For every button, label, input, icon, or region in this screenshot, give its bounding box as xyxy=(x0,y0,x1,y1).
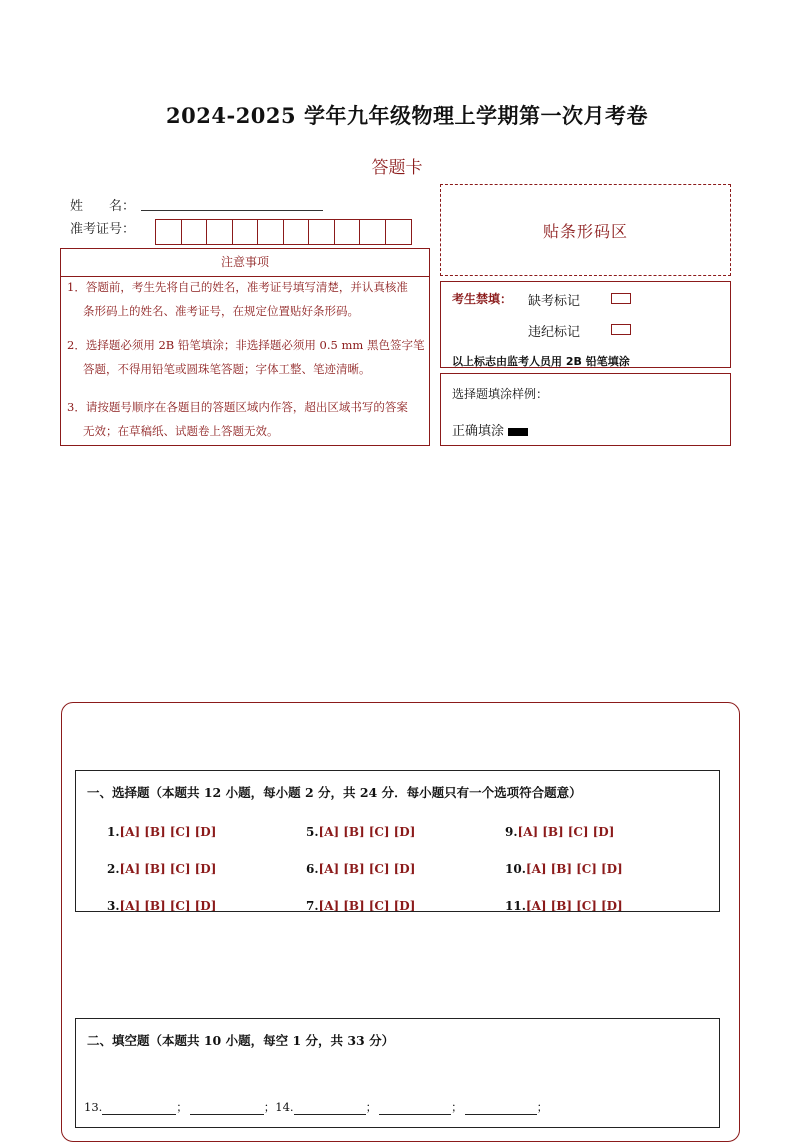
violation-label: 违纪标记 xyxy=(528,325,581,340)
question-3[interactable]: 3.[A] [B] [C] [D] xyxy=(107,899,217,912)
option-a[interactable]: [A] xyxy=(318,825,340,839)
section-fill-blank xyxy=(75,1018,720,1128)
id-digit-box[interactable] xyxy=(182,220,208,244)
question-5[interactable]: 5.[A] [B] [C] [D] xyxy=(306,825,416,839)
id-digit-box[interactable] xyxy=(156,220,182,244)
option-d[interactable]: [D] xyxy=(600,862,623,876)
question-14-number: 14. xyxy=(275,1100,294,1114)
option-d[interactable]: [D] xyxy=(194,825,217,839)
option-b[interactable]: [B] xyxy=(343,899,365,912)
examinee-forbidden-box xyxy=(440,281,731,368)
option-a[interactable]: [A] xyxy=(318,862,340,876)
option-c[interactable]: [C] xyxy=(576,862,597,876)
notice-heading: 注意事项 xyxy=(61,249,429,277)
option-b[interactable]: [B] xyxy=(343,862,365,876)
id-digit-box[interactable] xyxy=(386,220,412,244)
question-6[interactable]: 6.[A] [B] [C] [D] xyxy=(306,862,416,876)
option-d[interactable]: [D] xyxy=(592,825,615,839)
option-d[interactable]: [D] xyxy=(194,862,217,876)
id-digit-box[interactable] xyxy=(360,220,386,244)
notice-box xyxy=(60,248,430,446)
page-subtitle: 答题卡 xyxy=(371,158,423,178)
id-digit-box[interactable] xyxy=(309,220,335,244)
barcode-area xyxy=(440,184,731,276)
id-digit-box[interactable] xyxy=(335,220,361,244)
option-c[interactable]: [C] xyxy=(169,825,191,839)
option-b[interactable]: [B] xyxy=(144,862,166,876)
barcode-label: 贴条形码区 xyxy=(542,221,628,241)
section-choice-title: 一、选择题（本题共 12 小题，每小题 2 分，共 24 分．每小题只有一个选项符合题意） xyxy=(87,785,582,800)
notice-item-1: 1．答题前，考生先将自己的姓名，准考证号填写清楚，并认真核准 条形码上的姓名、准考证号，在规定位置贴好条形码。 xyxy=(67,280,408,318)
option-d[interactable]: [D] xyxy=(194,899,217,912)
option-b[interactable]: [B] xyxy=(144,825,166,839)
blank-14-3[interactable] xyxy=(465,1102,537,1115)
notice-item-3: 3．请按题号顺序在各题目的答题区域内作答，超出区域书写的答案 无效；在草稿纸、试题卷上答题无效。 xyxy=(67,400,408,438)
correct-fill-label: 正确填涂 xyxy=(452,424,505,439)
question-11[interactable]: 11.[A] [B] [C] [D] xyxy=(505,899,623,912)
question-2[interactable]: 2.[A] [B] [C] [D] xyxy=(107,862,217,876)
blank-14-1[interactable] xyxy=(294,1102,366,1115)
section-choice xyxy=(75,770,720,912)
name-label: 姓 名： xyxy=(70,199,136,214)
option-a[interactable]: [A] xyxy=(525,862,547,876)
question-13-number: 13. xyxy=(84,1100,103,1114)
id-digit-box[interactable] xyxy=(284,220,310,244)
option-b[interactable]: [B] xyxy=(550,899,573,912)
id-digit-box[interactable] xyxy=(233,220,259,244)
option-c[interactable]: [C] xyxy=(169,899,191,912)
option-a[interactable]: [A] xyxy=(525,899,547,912)
section-fill-title: 二、填空题（本题共 10 小题，每空 1 分，共 33 分） xyxy=(87,1033,395,1048)
option-c[interactable]: [C] xyxy=(576,899,597,912)
sample-label: 选择题填涂样例： xyxy=(452,387,549,401)
option-a[interactable]: [A] xyxy=(318,899,340,912)
option-d[interactable]: [D] xyxy=(393,899,416,912)
option-c[interactable]: [C] xyxy=(567,825,589,839)
question-7[interactable]: 7.[A] [B] [C] [D] xyxy=(306,899,416,912)
question-10[interactable]: 10.[A] [B] [C] [D] xyxy=(505,862,623,876)
notice-item-2: 2．选择题必须用 2B 铅笔填涂；非选择题必须用 0.5 mm 黑色签字笔 答题，不得用铅笔或圆珠笔答题；字体工整、笔迹清晰。 xyxy=(67,338,425,376)
blank-14-2[interactable] xyxy=(379,1102,451,1115)
question-9[interactable]: 9.[A] [B] [C] [D] xyxy=(505,825,615,839)
option-c[interactable]: [C] xyxy=(169,862,191,876)
option-b[interactable]: [B] xyxy=(343,825,365,839)
option-c[interactable]: [C] xyxy=(368,825,390,839)
id-digit-box[interactable] xyxy=(207,220,233,244)
option-d[interactable]: [D] xyxy=(600,899,623,912)
option-a[interactable]: [A] xyxy=(517,825,539,839)
fill-sample-box xyxy=(440,373,731,446)
question-1[interactable]: 1.[A] [B] [C] [D] xyxy=(107,825,217,839)
option-a[interactable]: [A] xyxy=(119,825,141,839)
question-13-14-row: 13. ； ；14. ； ； ； xyxy=(84,1100,549,1114)
option-d[interactable]: [D] xyxy=(393,862,416,876)
ban-footer: 以上标志由监考人员用 2B 铅笔填涂 xyxy=(452,355,630,368)
page-title: 2024-2025 学年九年级物理上学期第一次月考卷 xyxy=(166,103,648,128)
ban-label: 考生禁填： xyxy=(452,292,513,306)
absent-mark-box[interactable] xyxy=(611,293,631,304)
option-c[interactable]: [C] xyxy=(368,899,390,912)
id-digit-box[interactable] xyxy=(258,220,284,244)
option-a[interactable]: [A] xyxy=(119,899,141,912)
violation-mark-box[interactable] xyxy=(611,324,631,335)
correct-fill-row xyxy=(452,420,528,439)
option-b[interactable]: [B] xyxy=(542,825,564,839)
filled-bubble-icon xyxy=(508,428,528,436)
absent-label: 缺考标记 xyxy=(528,294,581,309)
blank-13-1[interactable] xyxy=(102,1102,176,1115)
option-a[interactable]: [A] xyxy=(119,862,141,876)
option-b[interactable]: [B] xyxy=(550,862,573,876)
option-c[interactable]: [C] xyxy=(368,862,390,876)
name-field[interactable] xyxy=(141,210,323,211)
exam-id-boxes[interactable] xyxy=(155,219,412,245)
blank-13-2[interactable] xyxy=(190,1102,264,1115)
option-b[interactable]: [B] xyxy=(144,899,166,912)
option-d[interactable]: [D] xyxy=(393,825,416,839)
id-label: 准考证号： xyxy=(70,222,136,237)
